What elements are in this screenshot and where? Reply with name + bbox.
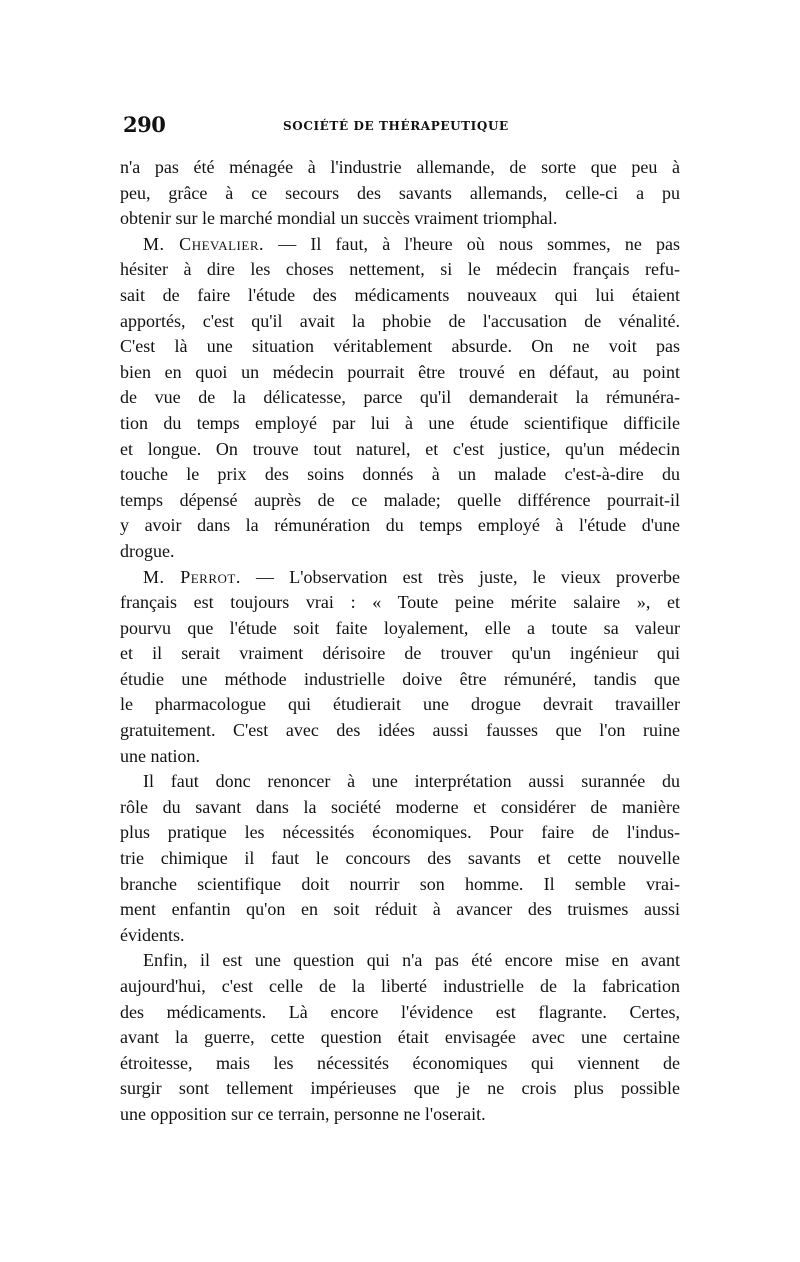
text-line: des médicaments. Là encore l'évidence est flagrante. Certes, <box>120 1001 680 1022</box>
text-line: Enfin, il est une question qui n'a pas été encore mise en avant <box>143 950 680 971</box>
text-line: et longue. On trouve tout naturel, et c'est justice, qu'un médecin <box>120 438 680 459</box>
text-line: peu, grâce à ce secours des savants allemands, celle-ci a pu <box>120 182 680 203</box>
text-line: apportés, c'est qu'il avait la phobie de l'accusation de vénalité. <box>120 310 680 331</box>
text-line: sait de faire l'étude des médicaments nouveaux qui lui étaient <box>120 284 680 305</box>
text-line: surgir sont tellement impérieuses que je ne crois plus possible <box>120 1078 680 1099</box>
text-line: gratuitement. C'est avec des idées aussi fausses que l'on ruine <box>120 720 680 741</box>
text-line: hésiter à dire les choses nettement, si le médecin français refu- <box>120 259 680 280</box>
text-line: une opposition sur ce terrain, personne ne l'oserait. <box>120 1103 486 1124</box>
text-line: français est toujours vrai : « Toute peine mérite salaire », et <box>120 592 680 613</box>
text-line: Il faut donc renoncer à une interprétation aussi surannée du <box>143 771 680 792</box>
text-line: y avoir dans la rémunération du temps employé à l'étude d'une <box>120 515 680 536</box>
text-line: ment enfantin qu'on en soit réduit à avancer des truismes aussi <box>120 899 680 920</box>
text-line: drogue. <box>120 540 175 561</box>
text-line: touche le prix des soins donnés à un malade c'est-à-dire du <box>120 464 680 485</box>
running-title: SOCIÉTÉ DE THÉRAPEUTIQUE <box>283 119 509 133</box>
paragraph-perrot <box>120 565 680 770</box>
text-line: rôle du savant dans la société moderne et considérer de manière <box>120 796 680 817</box>
text-line: avant la guerre, cette question était envisagée avec une certaine <box>120 1027 680 1048</box>
text-line: pourvu que l'étude soit faite loyalement, elle a toute sa valeur <box>120 617 680 638</box>
text-line: de vue de la délicatesse, parce qu'il demanderait la rémunéra- <box>120 387 680 408</box>
text-line: une nation. <box>120 745 200 766</box>
speaker-name: M. Chevalier. <box>143 233 265 254</box>
paragraph-body <box>120 769 680 948</box>
text-line: aujourd'hui, c'est celle de la liberté industrielle de la fabrication <box>120 976 680 996</box>
text-line: le pharmacologue qui étudierait une drogue devrait travailler <box>120 694 680 715</box>
text-line: C'est là une situation véritablement absurde. On ne voit pas <box>120 336 680 357</box>
paragraph-chevalier <box>120 232 680 565</box>
text-line: étroitesse, mais les nécessités économiques qui viennent de <box>120 1052 680 1073</box>
text-line: et il serait vraiment dérisoire de trouver qu'un ingénieur qui <box>120 643 680 664</box>
text-line: trie chimique il faut le concours des savants et cette nouvelle <box>120 848 680 869</box>
page-header <box>120 112 680 138</box>
body-text <box>120 155 680 1128</box>
text-line: branche scientifique doit nourrir son homme. Il semble vrai- <box>120 873 680 894</box>
text-line: obtenir sur le marché mondial un succès vraiment triomphal. <box>120 208 558 229</box>
text-line: M. Perrot. — L'observation est très juste, le vieux proverbe <box>143 566 680 587</box>
text-line: M. Chevalier. — Il faut, à l'heure où nous sommes, ne pas <box>143 233 680 254</box>
text-line: tion du temps employé par lui à une étude scientifique difficile <box>120 412 680 433</box>
text-line: temps dépensé auprès de ce malade; quelle différence pourrait-il <box>120 489 680 510</box>
page-number: 290 <box>123 112 166 137</box>
paragraph-body <box>120 948 680 1127</box>
text-line: n'a pas été ménagée à l'industrie allemande, de sorte que peu à <box>120 157 680 177</box>
text-line: plus pratique les nécessités économiques. Pour faire de l'indus- <box>120 822 680 843</box>
speaker-name: M. Perrot. <box>143 566 241 587</box>
paragraph-continuation <box>120 155 680 232</box>
text-line: évidents. <box>120 924 185 945</box>
text-line: bien en quoi un médecin pourrait être trouvé en défaut, au point <box>120 361 680 382</box>
text-line: étudie une méthode industrielle doive être rémunéré, tandis que <box>120 668 680 689</box>
